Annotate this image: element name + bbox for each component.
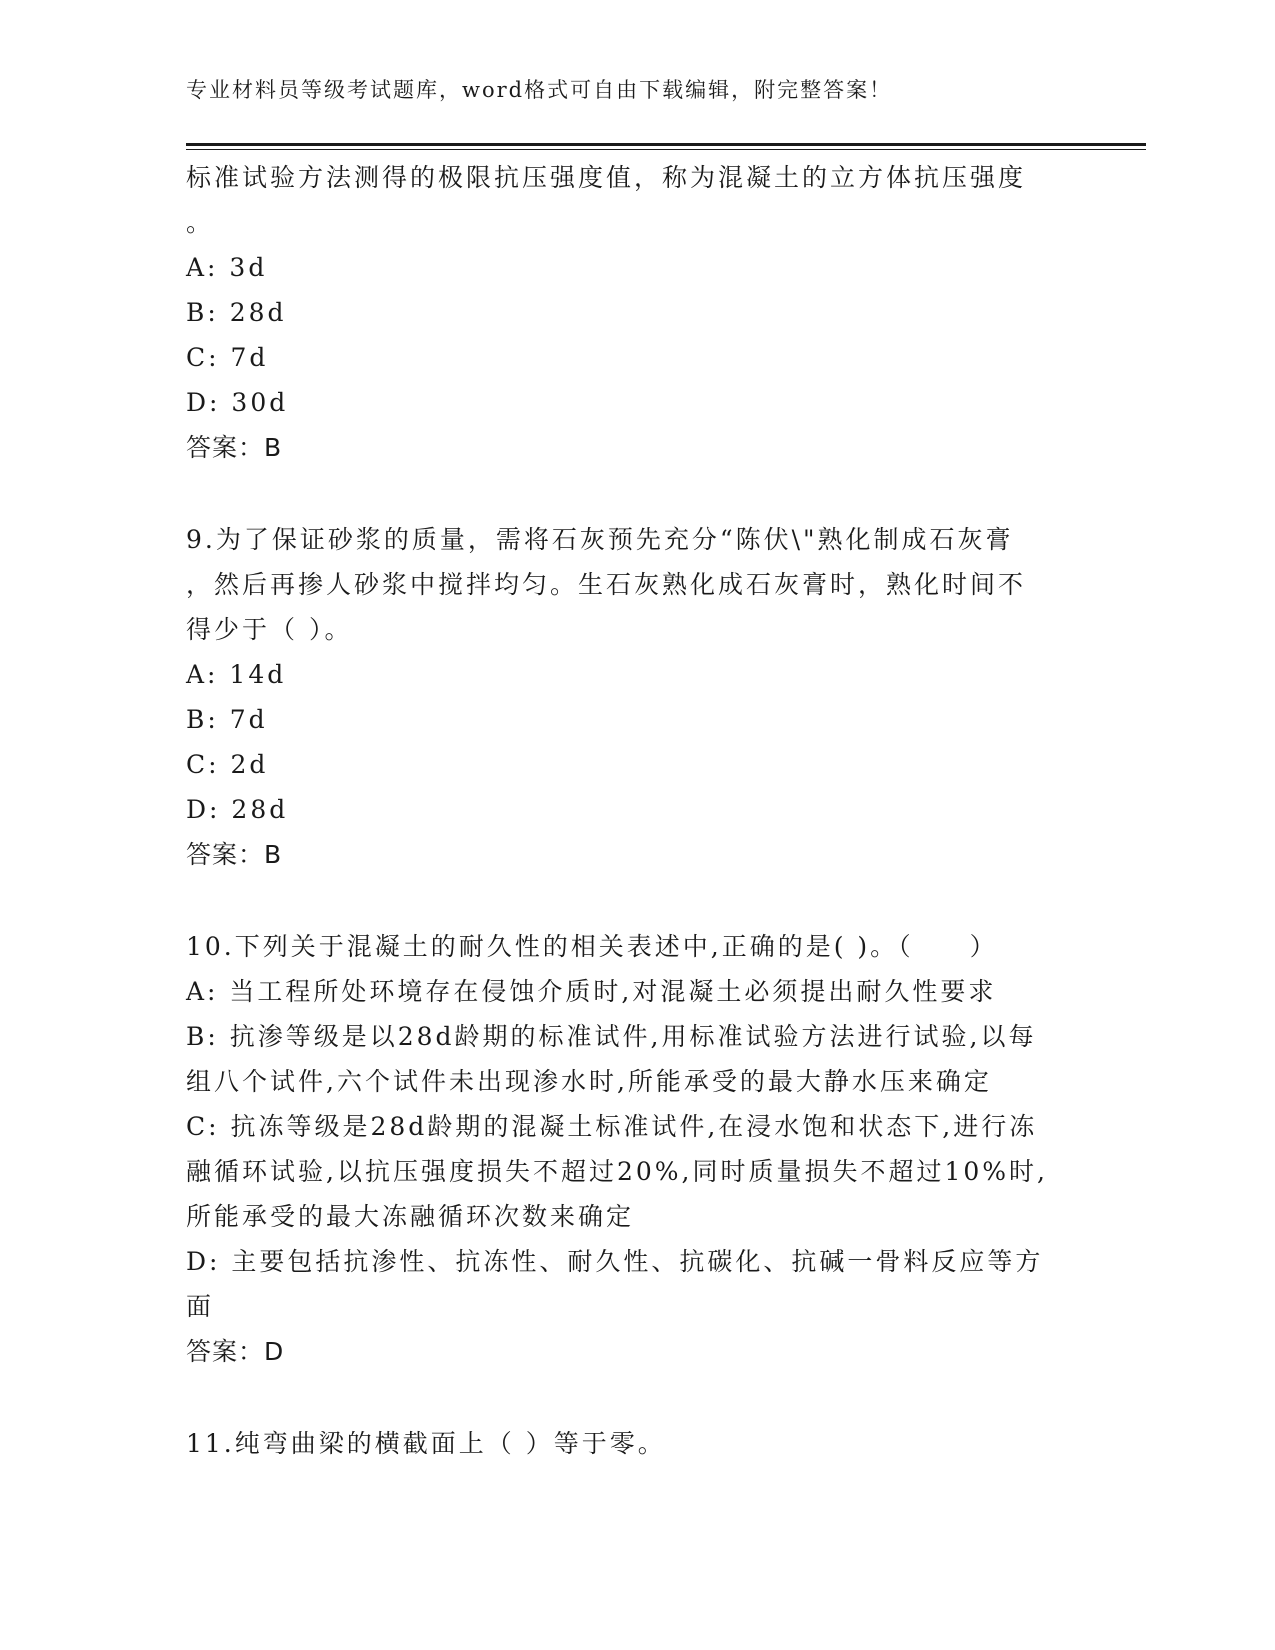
question-block	[186, 517, 1086, 877]
option-a: A: 3d	[186, 253, 268, 282]
option-b: B: 28d	[186, 298, 287, 327]
option-d: D: 主要包括抗渗性、抗冻性、耐久性、抗碳化、抗碱一骨料反应等方	[186, 1247, 1044, 1276]
option-b-cont: 组八个试件,六个试件未出现渗水时,所能承受的最大静水压来确定	[186, 1067, 992, 1096]
spacer	[186, 1374, 1086, 1421]
option-c-cont: 融循环试验,以抗压强度损失不超过20%,同时质量损失不超过10%时,	[186, 1157, 1048, 1186]
option-c-cont: 所能承受的最大冻融循环次数来确定	[186, 1202, 635, 1231]
header-rule-thick	[186, 143, 1146, 146]
question-content	[186, 155, 1086, 1466]
option-c: C: 7d	[186, 343, 269, 372]
answer-line: 答案：B	[186, 433, 283, 462]
option-d: D: 30d	[186, 388, 289, 417]
spacer	[186, 470, 1086, 517]
option-b: B: 7d	[186, 705, 268, 734]
question-line: 11.纯弯曲梁的横截面上（ ）等于零。	[186, 1429, 666, 1458]
option-a: A: 14d	[186, 660, 287, 689]
option-d: D: 28d	[186, 795, 289, 824]
option-b: B: 抗渗等级是以28d龄期的标准试件,用标准试验方法进行试验,以每	[186, 1022, 1037, 1051]
question-line: 9.为了保证砂浆的质量，需将石灰预先充分“陈伏\"熟化制成石灰膏	[186, 525, 1014, 554]
question-block	[186, 1421, 1086, 1466]
question-line: ，然后再掺人砂浆中搅拌均匀。生石灰熟化成石灰膏时，熟化时间不	[186, 570, 1027, 599]
question-line: 标准试验方法测得的极限抗压强度值，称为混凝土的立方体抗压强度	[186, 163, 1027, 192]
page-header: 专业材料员等级考试题库，word格式可自由下载编辑，附完整答案！	[186, 78, 893, 102]
option-c: C: 抗冻等级是28d龄期的混凝土标准试件,在浸水饱和状态下,进行冻	[186, 1112, 1038, 1141]
option-d-cont: 面	[186, 1292, 215, 1321]
answer-line: 答案：B	[186, 840, 283, 869]
option-c: C: 2d	[186, 750, 269, 779]
question-line: 。	[186, 208, 215, 237]
question-block	[186, 924, 1086, 1374]
answer-line: 答案：D	[186, 1337, 285, 1366]
question-line: 得少于（ ）。	[186, 615, 353, 644]
question-block	[186, 155, 1086, 470]
option-a: A: 当工程所处环境存在侵蚀介质时,对混凝土必须提出耐久性要求	[186, 977, 997, 1006]
header-rule-thin	[186, 149, 1146, 150]
spacer	[186, 877, 1086, 924]
question-line: 10.下列关于混凝土的耐久性的相关表述中,正确的是( )。（ ）	[186, 932, 998, 961]
